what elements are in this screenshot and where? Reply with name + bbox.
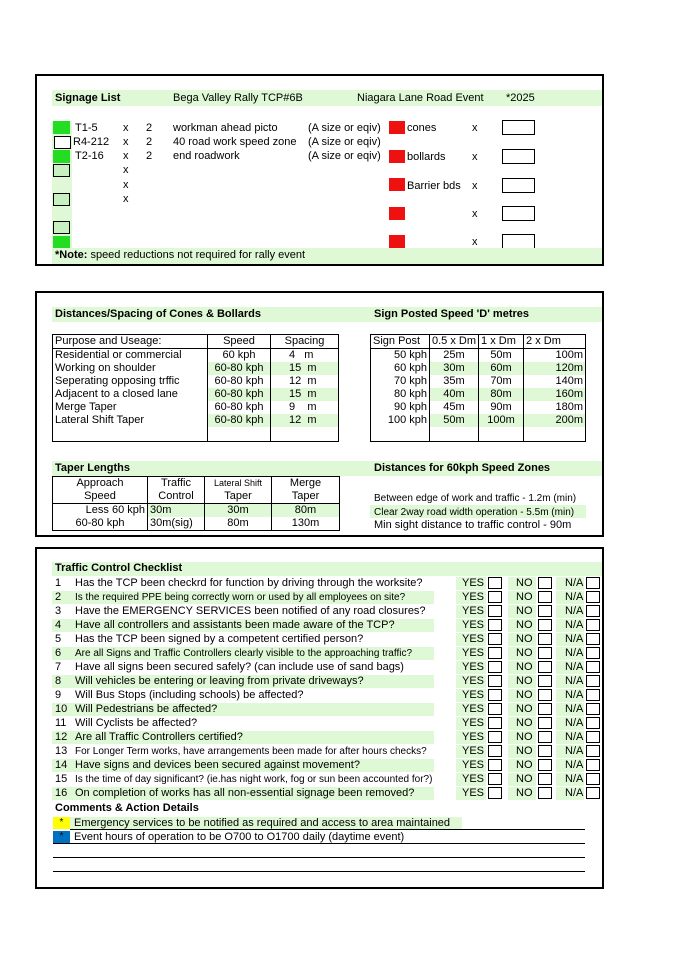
- note-prefix: *Note:: [55, 249, 88, 261]
- checklist-no-label: NO: [516, 605, 533, 617]
- taper-header: Traffic: [148, 477, 205, 491]
- equipment-qty-box[interactable]: [502, 149, 535, 164]
- checklist-yes-label: YES: [462, 605, 485, 617]
- checklist-no-label: NO: [516, 577, 533, 589]
- comment-text: Emergency services to be notified as required and access to area maintained: [74, 817, 451, 829]
- signpost-one: 50m: [479, 349, 524, 363]
- spacing-speed: 60-80 kph: [208, 401, 271, 414]
- checklist-no-label: NO: [516, 591, 533, 603]
- taper-table: [52, 476, 340, 531]
- checklist-question: For Longer Term works, have arrangements been made for after hours checks?: [75, 746, 427, 757]
- checklist-yes-label: YES: [462, 591, 485, 603]
- spacing-purpose: Merge Taper: [53, 401, 208, 414]
- tcp-name: Bega Valley Rally TCP#6B: [173, 92, 303, 104]
- sign-code: R4-212: [73, 136, 110, 148]
- checklist-number: 15: [55, 773, 68, 785]
- checklist-yes-label: YES: [462, 633, 485, 645]
- checklist-yes-checkbox[interactable]: [488, 731, 502, 743]
- checklist-no-label: NO: [516, 759, 533, 771]
- signpost-half: 35m: [430, 375, 479, 388]
- taper-traffic: 30m(sig): [148, 517, 205, 531]
- note-text: speed reductions not required for rally event: [87, 249, 306, 261]
- checklist-na-checkbox[interactable]: [586, 633, 600, 645]
- spacing-table: [52, 334, 339, 442]
- sign-size: (A size or eqiv): [308, 136, 381, 148]
- table-row: [53, 401, 339, 414]
- comments-title: Comments & Action Details: [55, 802, 199, 814]
- sign-marker-green: [53, 150, 70, 163]
- sign-marker-green: [53, 221, 70, 234]
- checklist-question: Will Bus Stops (including schools) be affected?: [75, 689, 304, 701]
- checklist-yes-checkbox[interactable]: [488, 661, 502, 673]
- comment-line: [53, 871, 585, 872]
- spacing-speed: 60-80 kph: [208, 375, 271, 388]
- checklist-number: 4: [55, 619, 62, 631]
- signpost-two: 140m: [524, 375, 586, 388]
- comment-marker: [53, 831, 70, 843]
- sign-code: T2-16: [75, 150, 104, 162]
- signposted-header: 2 x Dm: [524, 335, 586, 349]
- equipment-qty-box[interactable]: [502, 120, 535, 135]
- checklist-na-checkbox[interactable]: [586, 731, 600, 743]
- checklist-number: 10: [55, 703, 68, 715]
- signpost-two: 180m: [524, 401, 586, 414]
- checklist-yes-label: YES: [462, 787, 485, 799]
- checklist-yes-label: YES: [462, 745, 485, 757]
- checklist-question: Is the time of day significant? (ie.has night work, fog or sun been accounted for?): [75, 774, 433, 785]
- signposted-header: 1 x Dm: [479, 335, 524, 349]
- checklist-yes-checkbox[interactable]: [488, 647, 502, 659]
- checklist-yes-label: YES: [462, 731, 485, 743]
- checklist-no-checkbox[interactable]: [538, 731, 552, 743]
- taper-merge: 80m: [272, 504, 340, 518]
- spacing-purpose: Lateral Shift Taper: [53, 414, 208, 427]
- taper-traffic: 30m: [148, 504, 205, 518]
- spacing-purpose: Working on shoulder: [53, 362, 208, 375]
- checklist-yes-label: YES: [462, 759, 485, 771]
- checklist-number: 8: [55, 675, 62, 687]
- checklist-no-checkbox[interactable]: [538, 619, 552, 631]
- checklist-no-label: NO: [516, 633, 533, 645]
- table-row: [371, 362, 586, 375]
- checklist-na-checkbox[interactable]: [586, 773, 600, 785]
- sign-x: x: [123, 136, 129, 148]
- checklist-question: Will Cyclists be affected?: [75, 717, 198, 729]
- taper-header: Control: [148, 490, 205, 504]
- checklist-no-checkbox[interactable]: [538, 703, 552, 715]
- checklist-no-checkbox[interactable]: [538, 605, 552, 617]
- sign-marker-green: [53, 164, 70, 177]
- spacing-purpose: Seperating opposing trffic: [53, 375, 208, 388]
- checklist-yes-label: YES: [462, 619, 485, 631]
- checklist-na-checkbox[interactable]: [586, 787, 600, 799]
- comment-line: [70, 829, 585, 830]
- checklist-question: Will vehicles be entering or leaving from private driveways?: [75, 675, 364, 687]
- checklist-question: Have the EMERGENCY SERVICES been notified of any road closures?: [75, 605, 426, 617]
- spacing-value: 12 m: [271, 375, 339, 388]
- comment-marker: [53, 817, 70, 829]
- equipment-label: cones: [407, 122, 437, 134]
- sign-x: x: [123, 150, 129, 162]
- checklist-na-label: N/A: [565, 717, 584, 729]
- equipment-marker: [389, 207, 405, 220]
- table-row: [53, 504, 340, 518]
- checklist-yes-label: YES: [462, 703, 485, 715]
- checklist-no-checkbox[interactable]: [538, 633, 552, 645]
- table-row: [53, 388, 339, 401]
- signpost-one: 100m: [479, 414, 524, 427]
- checklist-no-checkbox[interactable]: [538, 759, 552, 771]
- checklist-no-checkbox[interactable]: [538, 689, 552, 701]
- sign-desc: end roadwork: [173, 150, 240, 162]
- checklist-no-checkbox[interactable]: [538, 591, 552, 603]
- sign-size: (A size or eqiv): [308, 150, 381, 162]
- checklist-yes-label: YES: [462, 773, 485, 785]
- checklist-na-label: N/A: [565, 661, 584, 673]
- taper-merge: 130m: [291, 517, 320, 529]
- sign-qty: 2: [146, 122, 153, 134]
- checklist-number: 5: [55, 633, 62, 645]
- signpost-half: 30m: [430, 362, 479, 375]
- spacing-speed: 60 kph: [208, 349, 271, 363]
- sign-x: x: [123, 179, 129, 191]
- signpost-one: 80m: [479, 388, 524, 401]
- checklist-question: Are all Signs and Traffic Controllers clearly visible to the approaching traffic?: [75, 648, 413, 659]
- taper-header: Approach: [53, 477, 148, 491]
- equipment-marker: [389, 121, 405, 134]
- signpost-speed: 60 kph: [371, 362, 430, 375]
- checklist-na-checkbox[interactable]: [586, 577, 600, 589]
- checklist-na-checkbox[interactable]: [586, 675, 600, 687]
- spacing-value: 15 m: [271, 362, 339, 375]
- signpost-half: 40m: [430, 388, 479, 401]
- signpost-half: 50m: [430, 414, 479, 427]
- spacing-speed: 60-80 kph: [208, 388, 271, 401]
- checklist-number: 1: [55, 577, 62, 589]
- sign-qty: 2: [146, 150, 153, 162]
- checklist-yes-checkbox[interactable]: [488, 703, 502, 715]
- distances60-line: Min sight distance to traffic control - 90m: [374, 519, 572, 531]
- checklist-no-label: NO: [516, 773, 533, 785]
- signpost-two: 200m: [524, 414, 586, 427]
- signposted-table: [370, 334, 586, 442]
- sign-x: x: [123, 122, 129, 134]
- checklist-na-label: N/A: [565, 619, 584, 631]
- checklist-na-checkbox[interactable]: [586, 703, 600, 715]
- spacing-header: Purpose and Useage:: [53, 335, 208, 349]
- checklist-na-checkbox[interactable]: [586, 591, 600, 603]
- checklist-na-checkbox[interactable]: [586, 661, 600, 673]
- checklist-na-label: N/A: [565, 605, 584, 617]
- checklist-yes-label: YES: [462, 717, 485, 729]
- checklist-question: Has the TCP been checkrd for function by driving through the worksite?: [75, 577, 423, 589]
- checklist-yes-label: YES: [462, 661, 485, 673]
- checklist-number: 7: [55, 661, 62, 673]
- checklist-na-label: N/A: [565, 633, 584, 645]
- taper-header: Merge: [289, 477, 322, 489]
- checklist-yes-checkbox[interactable]: [488, 689, 502, 701]
- distances60-title: Distances for 60kph Speed Zones: [374, 462, 551, 474]
- checklist-number: 11: [55, 717, 67, 729]
- taper-header: Taper: [291, 490, 320, 502]
- taper-lateral: 30m: [205, 504, 272, 518]
- checklist-na-label: N/A: [565, 675, 584, 687]
- checklist-no-label: NO: [516, 689, 533, 701]
- signage-note: [55, 249, 305, 262]
- checklist-no-checkbox[interactable]: [538, 787, 552, 799]
- checklist-yes-checkbox[interactable]: [488, 591, 502, 603]
- signpost-one: 90m: [479, 401, 524, 414]
- checklist-question: Are all Traffic Controllers certified?: [75, 731, 243, 743]
- checklist-na-label: N/A: [565, 647, 584, 659]
- checklist-yes-label: YES: [462, 675, 485, 687]
- checklist-number: 14: [55, 759, 68, 771]
- spacing-purpose: Residential or commercial: [53, 349, 208, 363]
- checklist-yes-checkbox[interactable]: [488, 605, 502, 617]
- checklist-number: 13: [55, 745, 68, 757]
- checklist-no-label: NO: [516, 717, 533, 729]
- checklist-na-label: N/A: [565, 759, 584, 771]
- checklist-no-label: NO: [516, 675, 533, 687]
- taper-speed: Less 60 kph: [53, 504, 148, 518]
- taper-title: Taper Lengths: [55, 462, 130, 474]
- checklist-question: Have all signs been secured safely? (can include use of sand bags): [75, 661, 404, 673]
- checklist-no-checkbox[interactable]: [538, 745, 552, 757]
- spacing-speed: 60-80 kph: [208, 362, 271, 375]
- sign-desc: 40 road work speed zone: [173, 136, 297, 148]
- sign-desc: workman ahead picto: [173, 122, 278, 134]
- signposted-title: Sign Posted Speed 'D' metres: [374, 308, 529, 320]
- checklist-yes-checkbox[interactable]: [488, 773, 502, 785]
- checklist-na-checkbox[interactable]: [586, 647, 600, 659]
- event-name: Niagara Lane Road Event: [357, 92, 484, 104]
- signpost-two: 120m: [524, 362, 586, 375]
- checklist-no-checkbox[interactable]: [538, 675, 552, 687]
- signpost-half: 45m: [430, 401, 479, 414]
- event-year: *2025: [506, 92, 535, 104]
- signpost-speed: 100 kph: [371, 414, 430, 427]
- checklist-na-label: N/A: [565, 773, 584, 785]
- equipment-x: x: [472, 208, 478, 220]
- sign-marker-outline: [54, 136, 71, 149]
- spacing-value: 4 m: [271, 349, 339, 363]
- checklist-yes-checkbox[interactable]: [488, 759, 502, 771]
- signpost-two: 100m: [524, 349, 586, 363]
- signpost-speed: 70 kph: [371, 375, 430, 388]
- checklist-na-label: N/A: [565, 787, 584, 799]
- table-row: [53, 414, 339, 427]
- checklist-no-label: NO: [516, 703, 533, 715]
- taper-header: Taper: [205, 490, 272, 504]
- equipment-label: bollards: [407, 151, 446, 163]
- table-row: [371, 375, 586, 388]
- spacing-title: Distances/Spacing of Cones & Bollards: [55, 308, 261, 320]
- checklist-no-label: NO: [516, 731, 533, 743]
- checklist-no-checkbox[interactable]: [538, 661, 552, 673]
- checklist-number: 6: [55, 647, 62, 659]
- spacing-header: Speed: [208, 335, 271, 349]
- equipment-qty-box[interactable]: [502, 178, 535, 193]
- sign-x: x: [123, 193, 129, 205]
- comment-marker-text: *: [59, 831, 64, 842]
- spacing-value: 15 m: [271, 388, 339, 401]
- table-row: [371, 349, 586, 363]
- checklist-yes-checkbox[interactable]: [488, 619, 502, 631]
- taper-lateral: 80m: [205, 517, 272, 531]
- checklist-number: 2: [55, 591, 62, 603]
- distances60-line: Clear 2way road width operation - 5.5m (min): [374, 507, 575, 518]
- signpost-speed: 90 kph: [371, 401, 430, 414]
- spacing-value: 9 m: [271, 401, 339, 414]
- spacing-value: 12 m: [271, 414, 339, 427]
- signposted-header: 0.5 x Dm: [430, 335, 479, 349]
- signpost-speed: 50 kph: [371, 349, 430, 363]
- checklist-no-label: NO: [516, 647, 533, 659]
- equipment-marker: [389, 235, 405, 248]
- table-row: [53, 362, 339, 375]
- checklist-na-checkbox[interactable]: [586, 759, 600, 771]
- checklist-no-label: NO: [516, 661, 533, 673]
- checklist-na-label: N/A: [565, 689, 584, 701]
- comment-marker-text: *: [59, 817, 64, 828]
- checklist-no-checkbox[interactable]: [538, 773, 552, 785]
- signpost-one: 60m: [479, 362, 524, 375]
- checklist-title: Traffic Control Checklist: [55, 562, 183, 574]
- comment-line: [53, 843, 585, 844]
- comment-text: Event hours of operation to be O700 to O1700 daily (daytime event): [74, 831, 405, 843]
- sign-marker-green: [53, 121, 70, 134]
- checklist-yes-label: YES: [462, 689, 485, 701]
- equipment-qty-box[interactable]: [502, 234, 535, 249]
- sign-qty: 2: [146, 136, 153, 148]
- checklist-question: On completion of works has all non-essential signage been removed?: [75, 787, 415, 799]
- checklist-yes-checkbox[interactable]: [488, 745, 502, 757]
- checklist-yes-label: YES: [462, 577, 485, 589]
- comment-line: [53, 857, 585, 858]
- table-row: [371, 401, 586, 414]
- checklist-no-checkbox[interactable]: [538, 577, 552, 589]
- checklist-na-checkbox[interactable]: [586, 717, 600, 729]
- checklist-na-label: N/A: [565, 703, 584, 715]
- taper-header: Speed: [53, 490, 148, 504]
- checklist-yes-label: YES: [462, 647, 485, 659]
- checklist-na-checkbox[interactable]: [586, 689, 600, 701]
- checklist-yes-checkbox[interactable]: [488, 675, 502, 687]
- sign-size: (A size or eqiv): [308, 122, 381, 134]
- checklist-no-label: NO: [516, 745, 533, 757]
- equipment-marker: [389, 178, 405, 191]
- equipment-marker: [389, 150, 405, 163]
- spacing-purpose: Adjacent to a closed lane: [53, 388, 208, 401]
- signpost-two: 160m: [524, 388, 586, 401]
- checklist-question: Have all controllers and assistants been made aware of the TCP?: [75, 619, 395, 631]
- checklist-question: Is the required PPE being correctly worn or used by all employees on site?: [75, 592, 406, 603]
- checklist-yes-checkbox[interactable]: [488, 717, 502, 729]
- checklist-yes-checkbox[interactable]: [488, 633, 502, 645]
- equipment-x: x: [472, 236, 478, 248]
- equipment-x: x: [472, 151, 478, 163]
- sign-x: x: [123, 164, 129, 176]
- checklist-no-label: NO: [516, 619, 533, 631]
- signposted-header: Sign Post: [371, 335, 430, 349]
- checklist-number: 16: [55, 787, 68, 799]
- distances60-line: Between edge of work and traffic - 1.2m (min): [374, 493, 577, 504]
- checklist-no-checkbox[interactable]: [538, 647, 552, 659]
- checklist-question: Has the TCP been signed by a competent certified person?: [75, 633, 364, 645]
- signpost-half: 25m: [430, 349, 479, 363]
- checklist-number: 9: [55, 689, 62, 701]
- spacing-speed: 60-80 kph: [208, 414, 271, 427]
- checklist-na-checkbox[interactable]: [586, 605, 600, 617]
- table-row: [371, 388, 586, 401]
- checklist-na-label: N/A: [565, 731, 584, 743]
- checklist-na-checkbox[interactable]: [586, 745, 600, 757]
- signage-title: Signage List: [55, 92, 121, 104]
- sign-marker-green: [53, 193, 70, 206]
- checklist-na-label: N/A: [565, 577, 584, 589]
- sign-code: T1-5: [75, 122, 98, 134]
- checklist-number: 12: [55, 731, 68, 743]
- signpost-speed: 80 kph: [371, 388, 430, 401]
- taper-header: Lateral Shift: [205, 477, 272, 491]
- checklist-na-label: N/A: [565, 745, 584, 757]
- taper-speed: 60-80 kph: [53, 517, 148, 531]
- checklist-question: Will Pedestrians be affected?: [75, 703, 218, 715]
- signpost-one: 70m: [479, 375, 524, 388]
- table-row: [53, 517, 340, 531]
- table-row: [53, 375, 339, 388]
- equipment-x: x: [472, 122, 478, 134]
- table-row: [53, 349, 339, 363]
- equipment-label: Barrier bds: [407, 180, 461, 192]
- equipment-x: x: [472, 180, 478, 192]
- checklist-na-checkbox[interactable]: [586, 619, 600, 631]
- table-row: [371, 414, 586, 427]
- checklist-no-checkbox[interactable]: [538, 717, 552, 729]
- equipment-qty-box[interactable]: [502, 206, 535, 221]
- checklist-question: Have signs and devices been secured against movement?: [75, 759, 360, 771]
- checklist-no-label: NO: [516, 787, 533, 799]
- checklist-yes-checkbox[interactable]: [488, 787, 502, 799]
- checklist-yes-checkbox[interactable]: [488, 577, 502, 589]
- spacing-header: Spacing: [271, 335, 339, 349]
- checklist-number: 3: [55, 605, 62, 617]
- checklist-na-label: N/A: [565, 591, 584, 603]
